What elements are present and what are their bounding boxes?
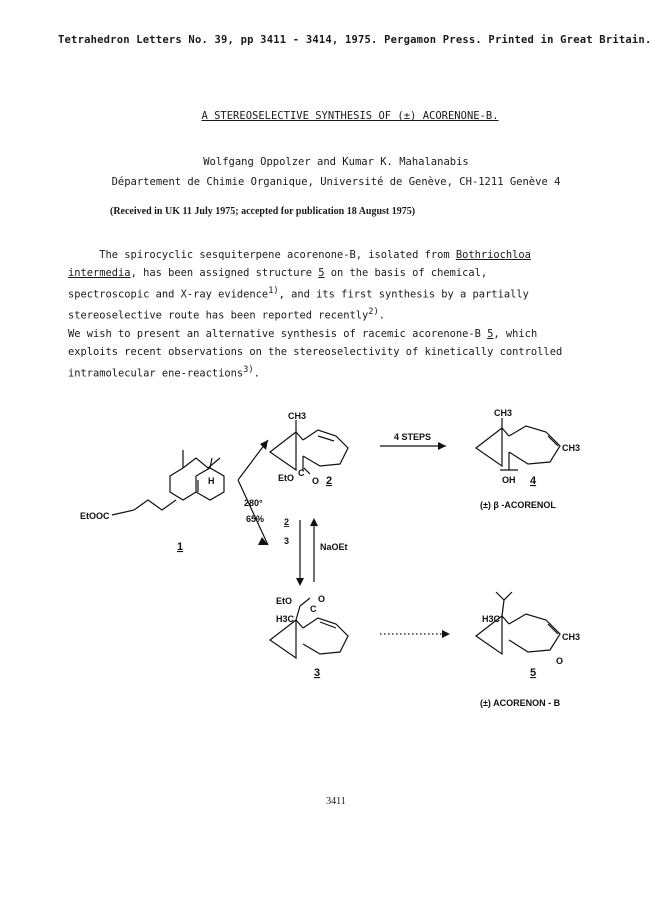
cmpd2-o-label: O — [312, 476, 320, 486]
body-text-span: spectroscopic and X-ray evidence — [68, 288, 269, 301]
cmpd5-o-label: O — [556, 656, 564, 666]
citation-sup: 1) — [268, 286, 279, 296]
cmpd5-ch3-label: CH3 — [562, 632, 581, 642]
cmpd3-number: 3 — [314, 667, 321, 679]
species-name: intermedia — [68, 267, 131, 279]
body-text-span: on the basis of chemical, — [324, 267, 488, 279]
cmpd3-eto-label: EtO — [276, 596, 293, 606]
body-text-span: intramolecular ene-reactions — [68, 367, 244, 380]
cmpd4-name: (±) β -ACORENOL — [480, 500, 556, 510]
cmpd2-eto-label: EtO — [278, 473, 295, 483]
cmpd1-number: 1 — [177, 541, 184, 553]
condition-yield: 65% — [246, 514, 265, 524]
base-reagent: NaOEt — [320, 542, 348, 552]
body-text-span: exploits recent observations on the stereoselectivity of kinetically controlled — [68, 345, 563, 358]
citation-sup: 3) — [243, 364, 254, 375]
equilibrium-down-head — [296, 578, 304, 586]
structure-ref: 5 — [318, 267, 325, 279]
compound-4-structure — [476, 418, 560, 470]
compound-2-structure — [270, 420, 348, 474]
cmpd5-number: 5 — [530, 667, 537, 679]
dotted-arrowhead — [442, 630, 450, 638]
cmpd1-h-label: H — [208, 476, 215, 486]
cmpd5-h3c-label: H3C — [482, 614, 501, 624]
cmpd3-c-label: C — [310, 604, 317, 614]
cmpd1-ester-label: EtOOC — [80, 511, 110, 521]
body-text-span: . — [253, 367, 260, 380]
body-text-span: We wish to present an alternative synthesis of racemic acorenone-B — [68, 327, 488, 340]
body-text-span: , and its first synthesis by a partially — [278, 288, 529, 301]
steps-label: 4 STEPS — [394, 432, 432, 442]
cmpd5-name: (±) ACORENON - B — [480, 698, 561, 708]
cmpd4-oh: OH — [502, 475, 516, 485]
ratio-top: 2 — [284, 517, 290, 527]
cmpd2-number: 2 — [326, 475, 333, 487]
citation-sup: 2) — [368, 307, 379, 318]
body-text-span: stereoselective route has been reported recently — [68, 309, 369, 322]
received-dates: (Received in UK 11 July 1975; accepted for publication 18 August 1975) — [110, 206, 416, 217]
condition-temperature: 280° — [244, 498, 263, 508]
body-text-span: , which — [493, 327, 538, 340]
steps-arrowhead — [438, 442, 446, 450]
compound-3-structure — [270, 598, 348, 658]
ratio-bottom: 3 — [284, 536, 290, 546]
paper-authors: Wolfgang Oppolzer and Kumar K. Mahalanabis — [203, 156, 469, 168]
equilibrium-up-head — [310, 518, 318, 526]
cmpd4-number: 4 — [530, 475, 537, 487]
page-number: 3411 — [326, 796, 346, 807]
structure-ref: 5 — [487, 327, 494, 340]
journal-header: Tetrahedron Letters No. 39, pp 3411 - 3414, 1975. Pergamon Press. Printed in Great Britain. — [58, 34, 652, 46]
cmpd3-h3c-label: H3C — [276, 614, 295, 624]
cmpd2-c-label: C — [298, 468, 305, 478]
body-text-span: . — [378, 309, 385, 322]
species-name: Bothriochloa — [455, 249, 531, 261]
body-text-span: The spirocyclic sesquiterpene acorenone-B, isolated from — [68, 249, 456, 261]
arrow-to-3 — [238, 480, 268, 545]
paper-title: A STEREOSELECTIVE SYNTHESIS OF (±) ACORENONE-B. — [201, 110, 499, 122]
cmpd3-o-label: O — [318, 594, 326, 604]
cmpd4-ch3-right: CH3 — [562, 443, 581, 453]
cmpd4-ch3-top: CH3 — [494, 408, 513, 418]
body-text-span: , has been assigned structure — [130, 267, 319, 279]
cmpd2-ch3-label: CH3 — [288, 411, 307, 421]
paper-affiliation: Département de Chimie Organique, Université de Genève, CH-1211 Genève 4 — [111, 176, 561, 188]
